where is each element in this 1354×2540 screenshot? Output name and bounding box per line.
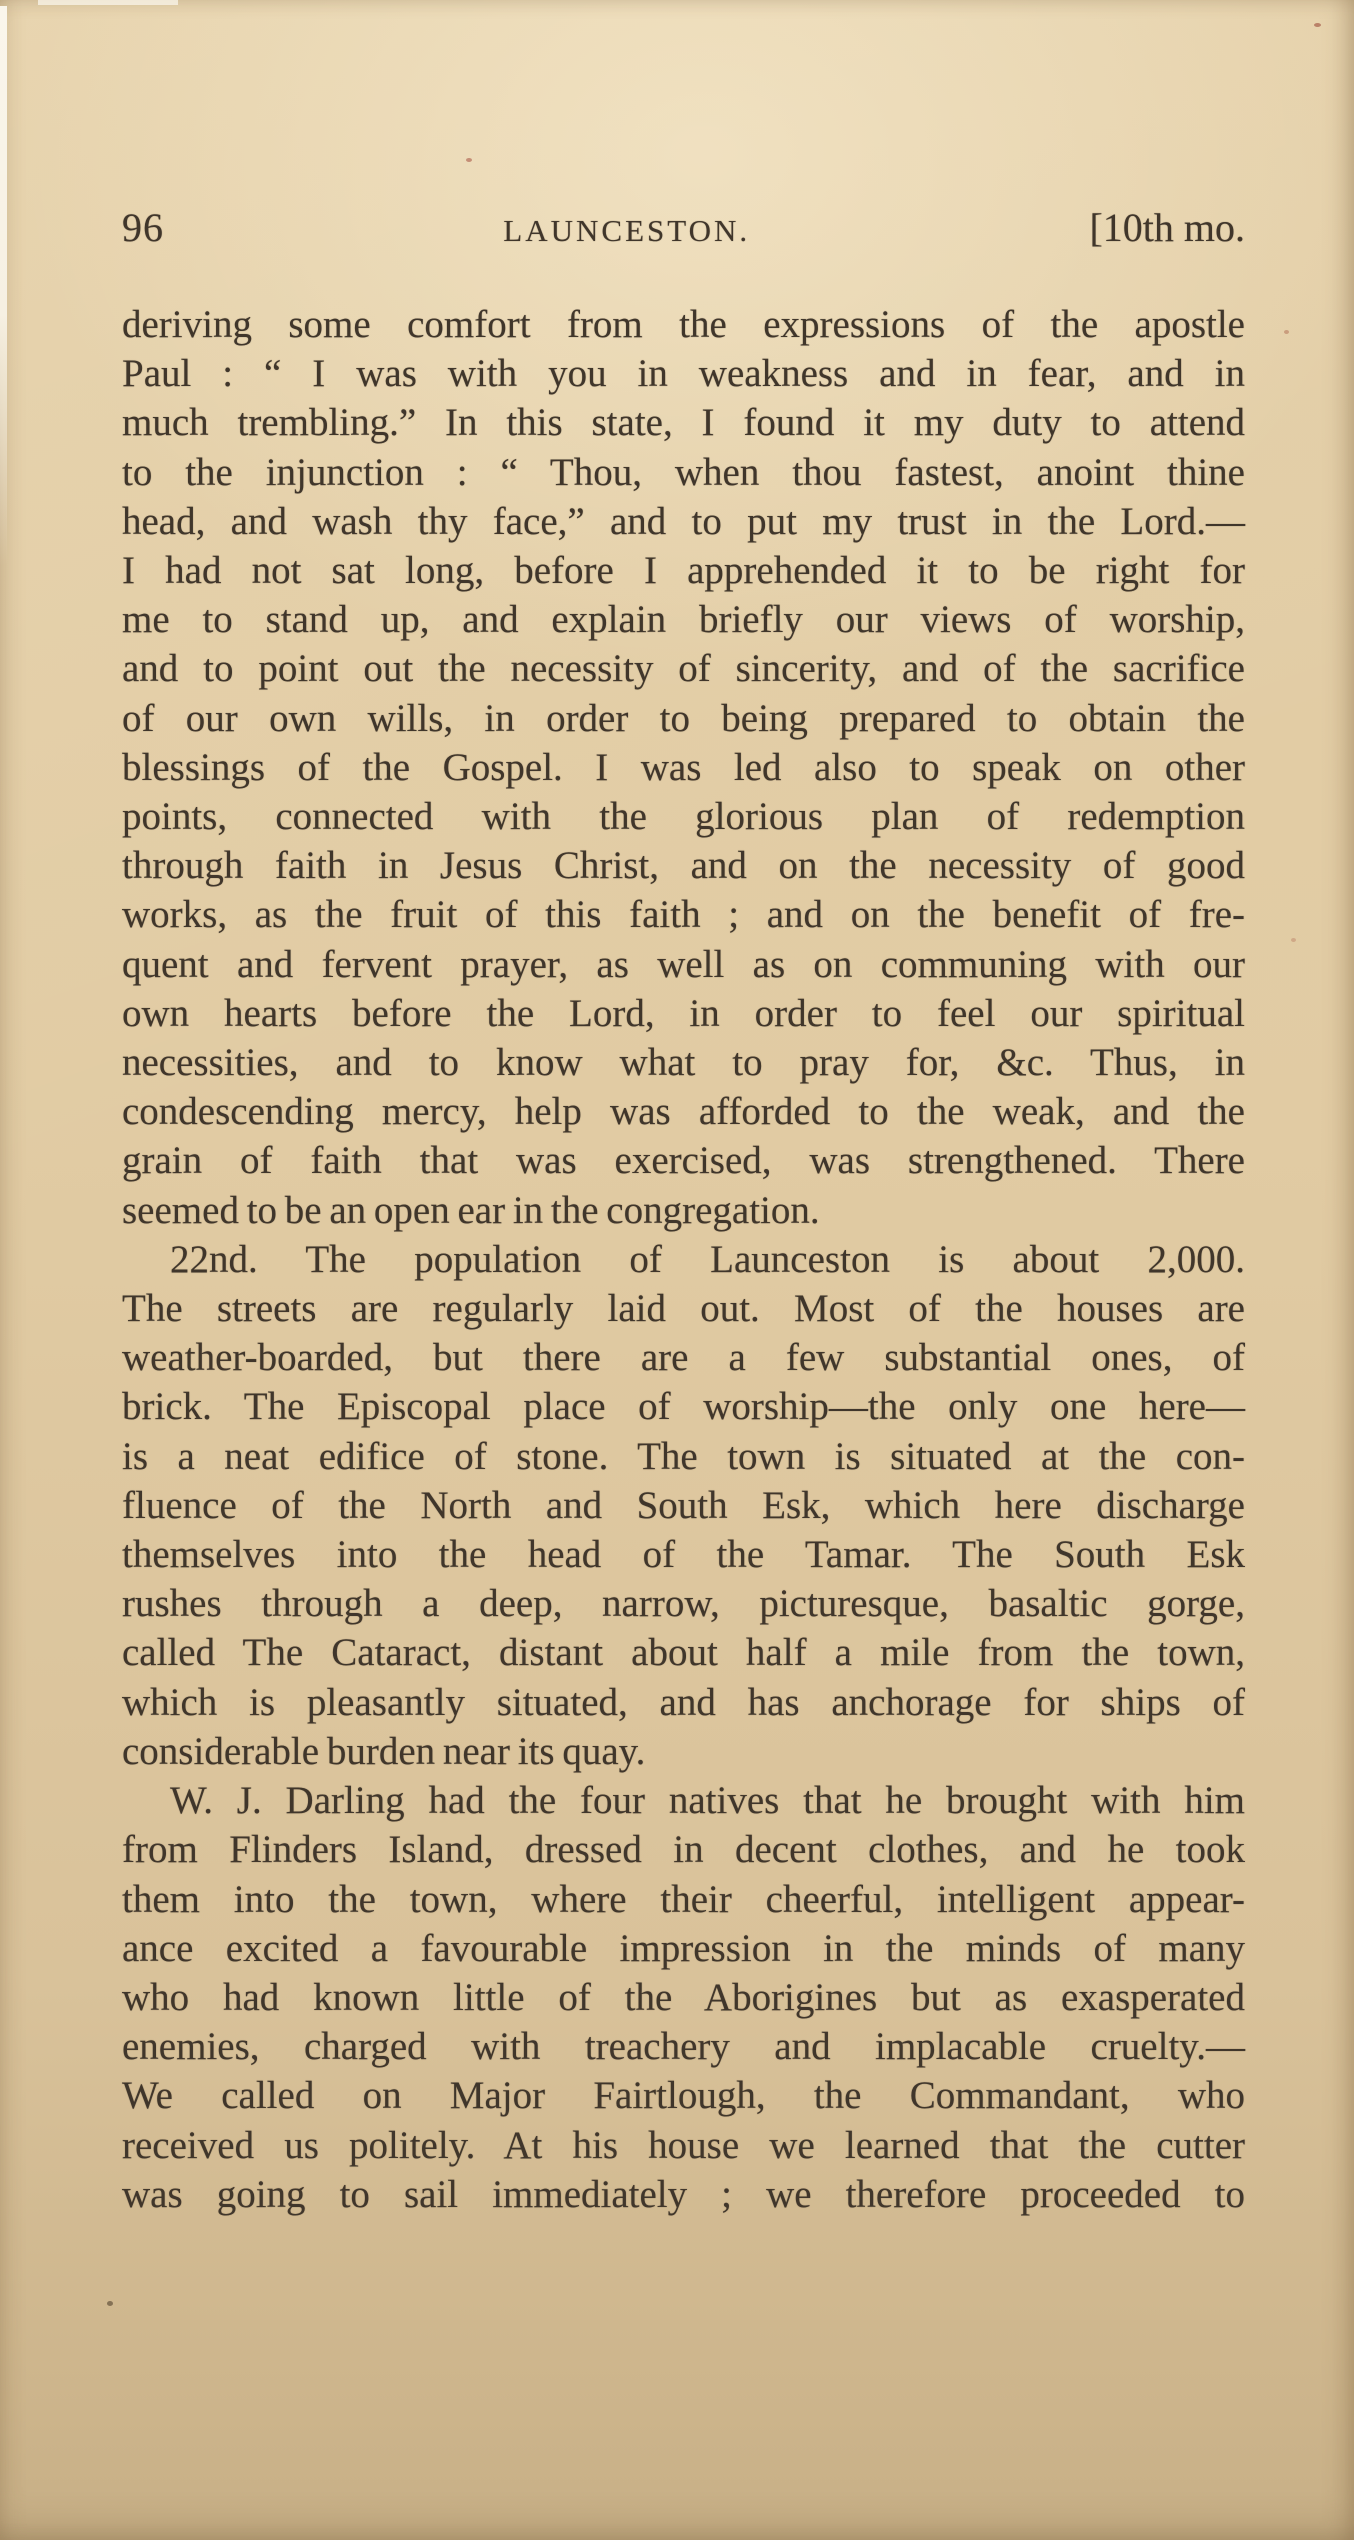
text-line: ance excited a favourable impression in the minds of many bbox=[122, 1926, 1245, 1970]
text-line: Paul : “ I was with you in weakness and in fear, and in bbox=[122, 352, 1245, 396]
text-line: W. J. Darling had the four natives that he brought with him bbox=[170, 1779, 1245, 1823]
paper-speck bbox=[107, 2301, 113, 2306]
scan-edge-artifact bbox=[38, 0, 178, 5]
text-line: blessings of the Gospel. I was led also to speak on other bbox=[122, 745, 1245, 789]
text-line: own hearts before the Lord, in order to feel our spiritual bbox=[122, 991, 1245, 1035]
text-line: works, as the fruit of this faith ; and on the benefit of fre- bbox=[122, 893, 1245, 937]
text-line: 22nd. The population of Launceston is about 2,000. bbox=[170, 1237, 1245, 1281]
text-line: seemed to be an open ear in the congregation. bbox=[122, 1188, 820, 1232]
text-line: me to stand up, and explain briefly our views of worship, bbox=[122, 598, 1245, 642]
text-line: is a neat edifice of stone. The town is situated at the con- bbox=[122, 1434, 1245, 1478]
page-header bbox=[122, 204, 1245, 251]
text-line: themselves into the head of the Tamar. The South Esk bbox=[122, 1533, 1245, 1577]
text-line: from Flinders Island, dressed in decent clothes, and he took bbox=[122, 1828, 1245, 1872]
text-line: was going to sail immediately ; we therefore proceeded to bbox=[122, 2172, 1245, 2216]
text-line: condescending mercy, help was afforded to the weak, and the bbox=[122, 1090, 1245, 1134]
text-line: necessities, and to know what to pray for, &c. Thus, in bbox=[122, 1041, 1245, 1085]
text-line: deriving some comfort from the expressions of the apostle bbox=[122, 303, 1245, 346]
scan-edge-artifact bbox=[0, 6, 7, 566]
running-title: LAUNCESTON. bbox=[503, 213, 751, 248]
text-line: quent and fervent prayer, as well as on communing with our bbox=[122, 942, 1245, 986]
text-line: called The Cataract, distant about half a mile from the town, bbox=[122, 1631, 1245, 1675]
text-line: who had known little of the Aborigines but as exasperated bbox=[122, 1975, 1245, 2019]
text-line: We called on Major Fairtlough, the Commandant, who bbox=[122, 2074, 1245, 2118]
text-line: weather-boarded, but there are a few substantial ones, of bbox=[122, 1336, 1245, 1380]
date-marker: [10th mo. bbox=[1089, 205, 1245, 250]
text-line: them into the town, where their cheerful, intelligent appear- bbox=[122, 1877, 1245, 1921]
text-line: fluence of the North and South Esk, which here discharge bbox=[122, 1483, 1245, 1527]
page-body bbox=[122, 300, 1245, 2219]
text-line: of our own wills, in order to being prepared to obtain the bbox=[122, 696, 1245, 740]
text-line: rushes through a deep, narrow, picturesque, basaltic gorge, bbox=[122, 1582, 1245, 1626]
text-line: brick. The Episcopal place of worship—the only one here— bbox=[122, 1385, 1245, 1429]
text-line: to the injunction : “ Thou, when thou fastest, anoint thine bbox=[122, 450, 1245, 494]
text-line: much trembling.” In this state, I found it my duty to attend bbox=[122, 401, 1245, 445]
text-line: through faith in Jesus Christ, and on the necessity of good bbox=[122, 844, 1245, 888]
text-line: head, and wash thy face,” and to put my trust in the Lord.— bbox=[122, 499, 1245, 543]
text-line: received us politely. At his house we learned that the cutter bbox=[122, 2123, 1245, 2167]
text-line: grain of faith that was exercised, was strengthened. There bbox=[122, 1139, 1245, 1183]
text-line: I had not sat long, before I apprehended it to be right for bbox=[122, 549, 1245, 593]
text-line: points, connected with the glorious plan of redemption bbox=[122, 795, 1245, 839]
text-line: considerable burden near its quay. bbox=[122, 1729, 646, 1773]
text-line: and to point out the necessity of sincerity, and of the sacrifice bbox=[122, 647, 1245, 691]
text-line: The streets are regularly laid out. Most of the houses are bbox=[122, 1287, 1245, 1331]
paper-speck bbox=[1291, 938, 1296, 942]
page-number: 96 bbox=[122, 205, 164, 250]
text-line: which is pleasantly situated, and has anchorage for ships of bbox=[122, 1680, 1245, 1724]
paper-speck bbox=[466, 158, 472, 162]
text-line: enemies, charged with treachery and implacable cruelty.— bbox=[122, 2025, 1245, 2069]
paper-speck bbox=[1314, 23, 1321, 27]
paper-speck bbox=[1284, 330, 1289, 334]
